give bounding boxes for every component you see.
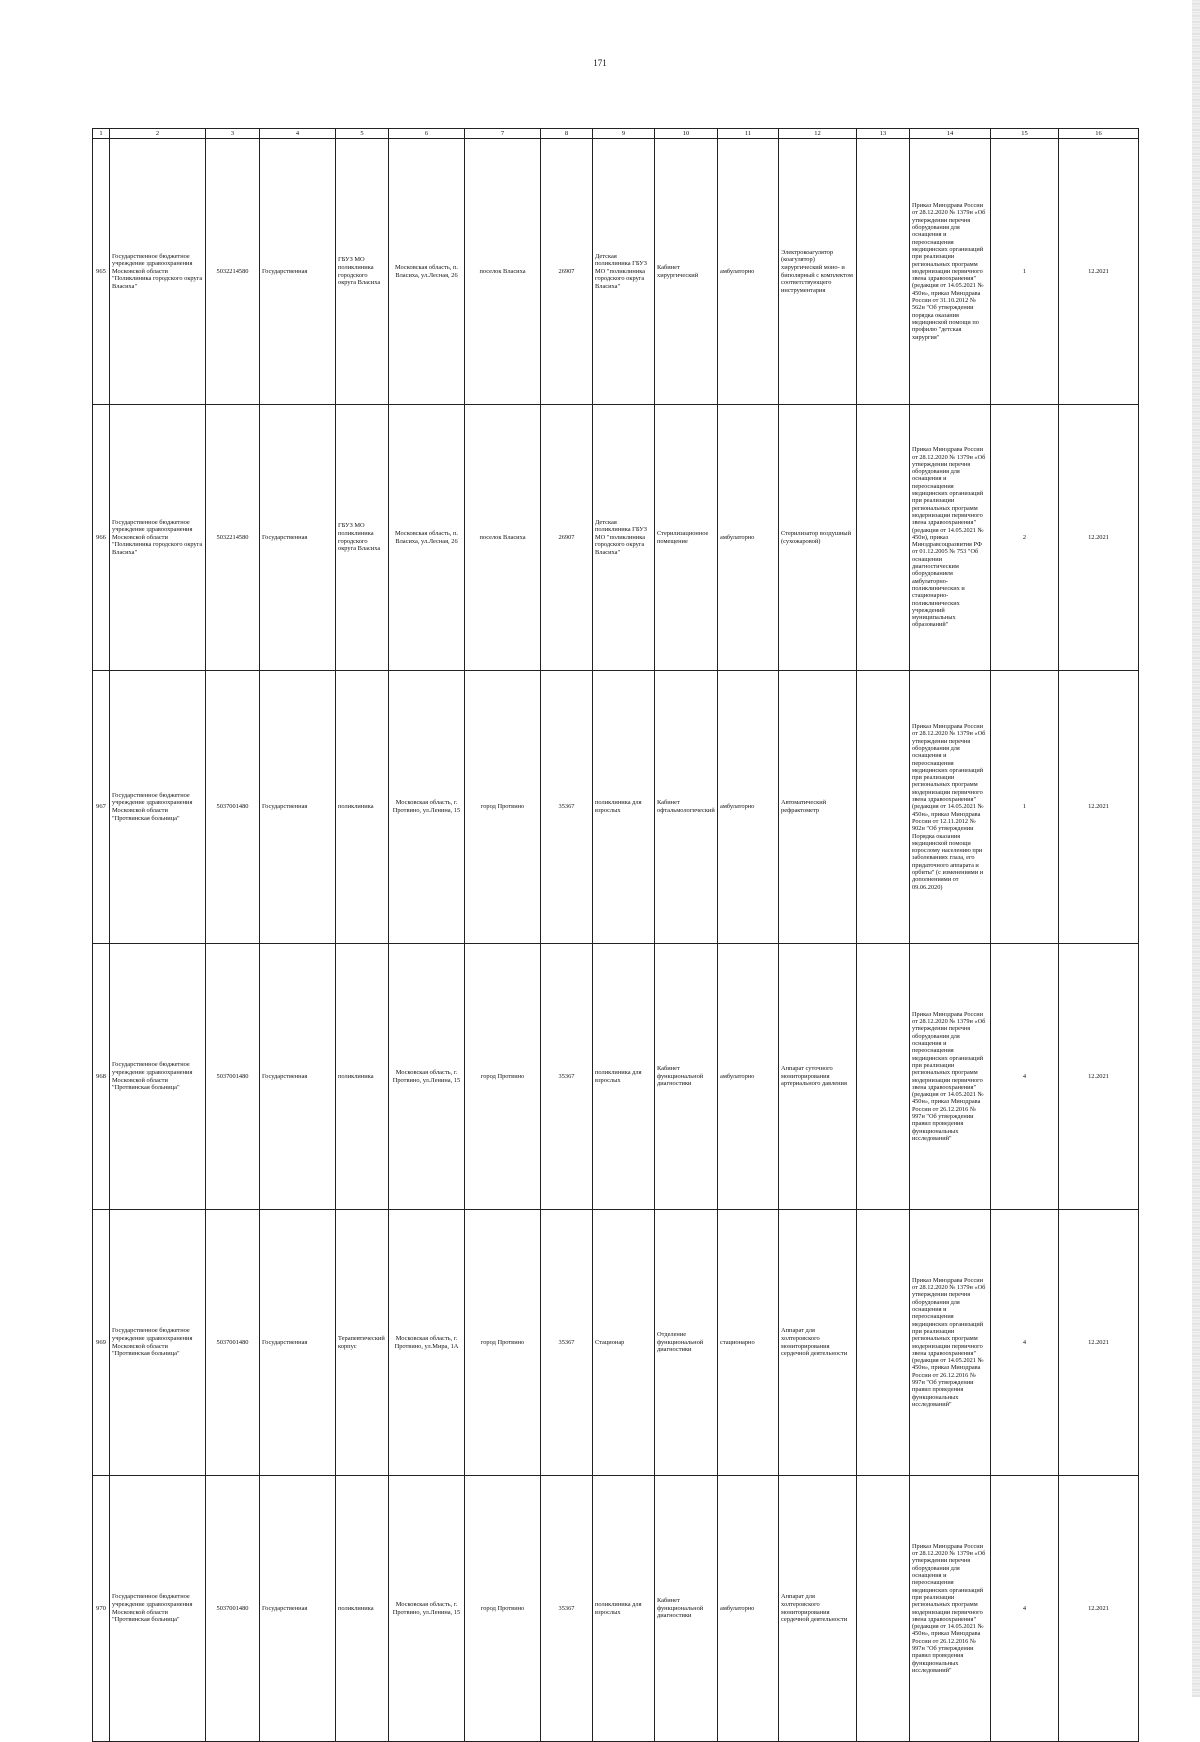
- equipment-name: Аппарат для холтеровского мониторирования сердечной деятельности: [779, 1476, 857, 1742]
- column-header: 11: [718, 129, 779, 139]
- structural-unit: поликлиника: [336, 944, 389, 1210]
- equipment-name: Электрокоагулятор (коагулятор) хирургический моно- и биполярный с комплектом соответствующего инструментария: [779, 139, 857, 405]
- table-row: [93, 405, 1139, 671]
- room: Отделение функциональной диагностики: [655, 1210, 718, 1476]
- column-header: 4: [260, 129, 336, 139]
- population: 35367: [541, 1210, 593, 1476]
- equipment-registry-table: [92, 128, 1139, 1742]
- column-header: 14: [910, 129, 991, 139]
- care-type: амбулаторно: [718, 671, 779, 944]
- scan-edge-artifact: [1192, 0, 1200, 1697]
- care-type: стационарно: [718, 1210, 779, 1476]
- column-header: 12: [779, 129, 857, 139]
- column-header: 3: [206, 129, 260, 139]
- locality: город Протвино: [465, 1476, 541, 1742]
- column-header: 7: [465, 129, 541, 139]
- column-13: [857, 944, 910, 1210]
- quantity: 1: [991, 671, 1059, 944]
- column-13: [857, 1210, 910, 1476]
- legal-basis: Приказ Минздрава России от 28.12.2020 № 1379н «Об утверждении перечня оборудования для оснащения и переоснащения медицинских организаций при реализации региональных программ модернизации первичного звена здравоохранения"(редакция от 14.05.2021 № 450н», приказ Минздрава России от 26.12.2016 № 997н "Об утверждении правил проведения функциональных исследований": [910, 1210, 991, 1476]
- subdivision: поликлиника для взрослых: [593, 671, 655, 944]
- row-number: 967: [93, 671, 110, 944]
- column-13: [857, 1476, 910, 1742]
- quantity: 2: [991, 405, 1059, 671]
- locality: город Протвино: [465, 671, 541, 944]
- ownership-form: Государственная: [260, 944, 336, 1210]
- column-header: 2: [110, 129, 206, 139]
- table-row: [93, 671, 1139, 944]
- address: Московская область, г. Протвино, ул.Мира, 1А: [389, 1210, 465, 1476]
- delivery-date: 12.2021: [1059, 139, 1139, 405]
- column-13: [857, 671, 910, 944]
- delivery-date: 12.2021: [1059, 1476, 1139, 1742]
- inn: 5037001480: [206, 1210, 260, 1476]
- care-type: амбулаторно: [718, 1476, 779, 1742]
- structural-unit: ГБУЗ МО поликлиника городского округа Власиха: [336, 139, 389, 405]
- subdivision: поликлиника для взрослых: [593, 944, 655, 1210]
- inn: 5037001480: [206, 944, 260, 1210]
- column-header: 13: [857, 129, 910, 139]
- table-row: [93, 139, 1139, 405]
- organization-name: Государственное бюджетное учреждение здравоохранения Московской области "Протвинская больница": [110, 671, 206, 944]
- table-row: [93, 944, 1139, 1210]
- row-number: 970: [93, 1476, 110, 1742]
- address: Московская область, г. Протвино, ул.Ленина, 15: [389, 671, 465, 944]
- subdivision: поликлиника для взрослых: [593, 1476, 655, 1742]
- table-row: [93, 1210, 1139, 1476]
- quantity: 1: [991, 139, 1059, 405]
- ownership-form: Государственная: [260, 671, 336, 944]
- column-header: 8: [541, 129, 593, 139]
- organization-name: Государственное бюджетное учреждение здравоохранения Московской области "Протвинская больница": [110, 1476, 206, 1742]
- inn: 5037001480: [206, 671, 260, 944]
- row-number: 968: [93, 944, 110, 1210]
- ownership-form: Государственная: [260, 1476, 336, 1742]
- column-header: 15: [991, 129, 1059, 139]
- page-number: 171: [593, 58, 607, 68]
- room: Кабинет функциональной диагностики: [655, 944, 718, 1210]
- locality: поселок Власиха: [465, 139, 541, 405]
- organization-name: Государственное бюджетное учреждение здравоохранения Московской области "Поликлиника городского округа Власиха": [110, 405, 206, 671]
- column-header: 1: [93, 129, 110, 139]
- equipment-name: Стерилизатор воздушный (сухожаровой): [779, 405, 857, 671]
- room: Кабинет хирургический: [655, 139, 718, 405]
- column-13: [857, 139, 910, 405]
- quantity: 4: [991, 944, 1059, 1210]
- row-number: 969: [93, 1210, 110, 1476]
- equipment-name: Автоматический рефрактометр: [779, 671, 857, 944]
- subdivision: Детская поликлиника ГБУЗ МО "поликлиника городского округа Власиха": [593, 139, 655, 405]
- column-header: 10: [655, 129, 718, 139]
- row-number: 966: [93, 405, 110, 671]
- delivery-date: 12.2021: [1059, 671, 1139, 944]
- ownership-form: Государственная: [260, 139, 336, 405]
- table-row: [93, 1476, 1139, 1742]
- column-number-header: [93, 129, 1139, 139]
- ownership-form: Государственная: [260, 1210, 336, 1476]
- organization-name: Государственное бюджетное учреждение здравоохранения Московской области "Протвинская больница": [110, 944, 206, 1210]
- inn: 5032214580: [206, 405, 260, 671]
- quantity: 4: [991, 1210, 1059, 1476]
- row-number: 965: [93, 139, 110, 405]
- organization-name: Государственное бюджетное учреждение здравоохранения Московской области "Поликлиника городского округа Власиха": [110, 139, 206, 405]
- structural-unit: поликлиника: [336, 671, 389, 944]
- ownership-form: Государственная: [260, 405, 336, 671]
- column-header: 5: [336, 129, 389, 139]
- inn: 5037001480: [206, 1476, 260, 1742]
- address: Московская область, п. Власиха, ул.Лесная, 26: [389, 405, 465, 671]
- equipment-name: Аппарат суточного мониторирования артериального давления: [779, 944, 857, 1210]
- care-type: амбулаторно: [718, 944, 779, 1210]
- subdivision: Стационар: [593, 1210, 655, 1476]
- locality: город Протвино: [465, 1210, 541, 1476]
- delivery-date: 12.2021: [1059, 405, 1139, 671]
- room: Кабинет офтальмологический: [655, 671, 718, 944]
- population: 35367: [541, 944, 593, 1210]
- care-type: амбулаторно: [718, 405, 779, 671]
- legal-basis: Приказ Минздрава России от 28.12.2020 № 1379н «Об утверждении перечня оборудования для оснащения и переоснащения медицинских организаций при реализации региональных программ модернизации первичного звена здравоохранения"(редакция от 14.05.2021 № 450н», приказ Минздрава России от 31.10.2012 № 562н "Об утверждении порядка оказания медицинской помощи по профилю "детская хирургия": [910, 139, 991, 405]
- room: Стерилизационное помещение: [655, 405, 718, 671]
- inn: 5032214580: [206, 139, 260, 405]
- structural-unit: ГБУЗ МО поликлиника городского округа Власиха: [336, 405, 389, 671]
- equipment-name: Аппарат для холтеровского мониторирования сердечной деятельности: [779, 1210, 857, 1476]
- address: Московская область, г. Протвино, ул.Ленина, 15: [389, 1476, 465, 1742]
- population: 35367: [541, 671, 593, 944]
- structural-unit: Терапевтический корпус: [336, 1210, 389, 1476]
- quantity: 4: [991, 1476, 1059, 1742]
- room: Кабинет функциональной диагностики: [655, 1476, 718, 1742]
- structural-unit: поликлиника: [336, 1476, 389, 1742]
- column-header: 16: [1059, 129, 1139, 139]
- legal-basis: Приказ Минздрава России от 28.12.2020 № 1379н «Об утверждении перечня оборудования для оснащения и переоснащения медицинских организаций при реализации региональных программ модернизации первичного звена здравоохранения"(редакция от 14.05.2021 № 450н», приказ Минздрава России от 26.12.2016 № 997н "Об утверждении правил проведения функциональных исследований": [910, 1476, 991, 1742]
- column-header: 6: [389, 129, 465, 139]
- population: 26907: [541, 405, 593, 671]
- legal-basis: Приказ Минздрава России от 28.12.2020 № 1379н «Об утверждении перечня оборудования для оснащения и переоснащения медицинских организаций при реализации региональных программ модернизации первичного звена здравоохранения"(редакция от 14.05.2021 № 450н), приказ Минздравсоцразвития РФ от 01.12.2005 № 753 "Об оснащении диагностическим оборудованием амбулаторно-поликлинических и стационарно-поликлинических учреждений муниципальных образований": [910, 405, 991, 671]
- address: Московская область, г. Протвино, ул.Ленина, 15: [389, 944, 465, 1210]
- care-type: амбулаторно: [718, 139, 779, 405]
- population: 35367: [541, 1476, 593, 1742]
- address: Московская область, п. Власиха, ул.Лесная, 26: [389, 139, 465, 405]
- subdivision: Детская поликлиника ГБУЗ МО "поликлиника городского округа Власиха": [593, 405, 655, 671]
- column-header: 9: [593, 129, 655, 139]
- locality: поселок Власиха: [465, 405, 541, 671]
- legal-basis: Приказ Минздрава России от 28.12.2020 № 1379н «Об утверждении перечня оборудования для оснащения и переоснащения медицинских организаций при реализации региональных программ модернизации первичного звена здравоохранения"(редакция от 14.05.2021 № 450н», приказ Минздрава России от 26.12.2016 № 997н "Об утверждении правил проведения функциональных исследований": [910, 944, 991, 1210]
- locality: город Протвино: [465, 944, 541, 1210]
- population: 26907: [541, 139, 593, 405]
- delivery-date: 12.2021: [1059, 1210, 1139, 1476]
- column-13: [857, 405, 910, 671]
- delivery-date: 12.2021: [1059, 944, 1139, 1210]
- organization-name: Государственное бюджетное учреждение здравоохранения Московской области "Протвинская больница": [110, 1210, 206, 1476]
- legal-basis: Приказ Минздрава России от 28.12.2020 № 1379н «Об утверждении перечня оборудования для оснащения и переоснащения медицинских организаций при реализации региональных программ модернизации первичного звена здравоохранения"(редакция от 14.05.2021 № 450н», приказ Минздрава России от 12.11.2012 № 902н "Об утверждении Порядка оказания медицинской помощи взрослому населению при заболеваниях глаза, его придаточного аппарата и орбиты" (с изменениями и дополнениями от 09.06.2020): [910, 671, 991, 944]
